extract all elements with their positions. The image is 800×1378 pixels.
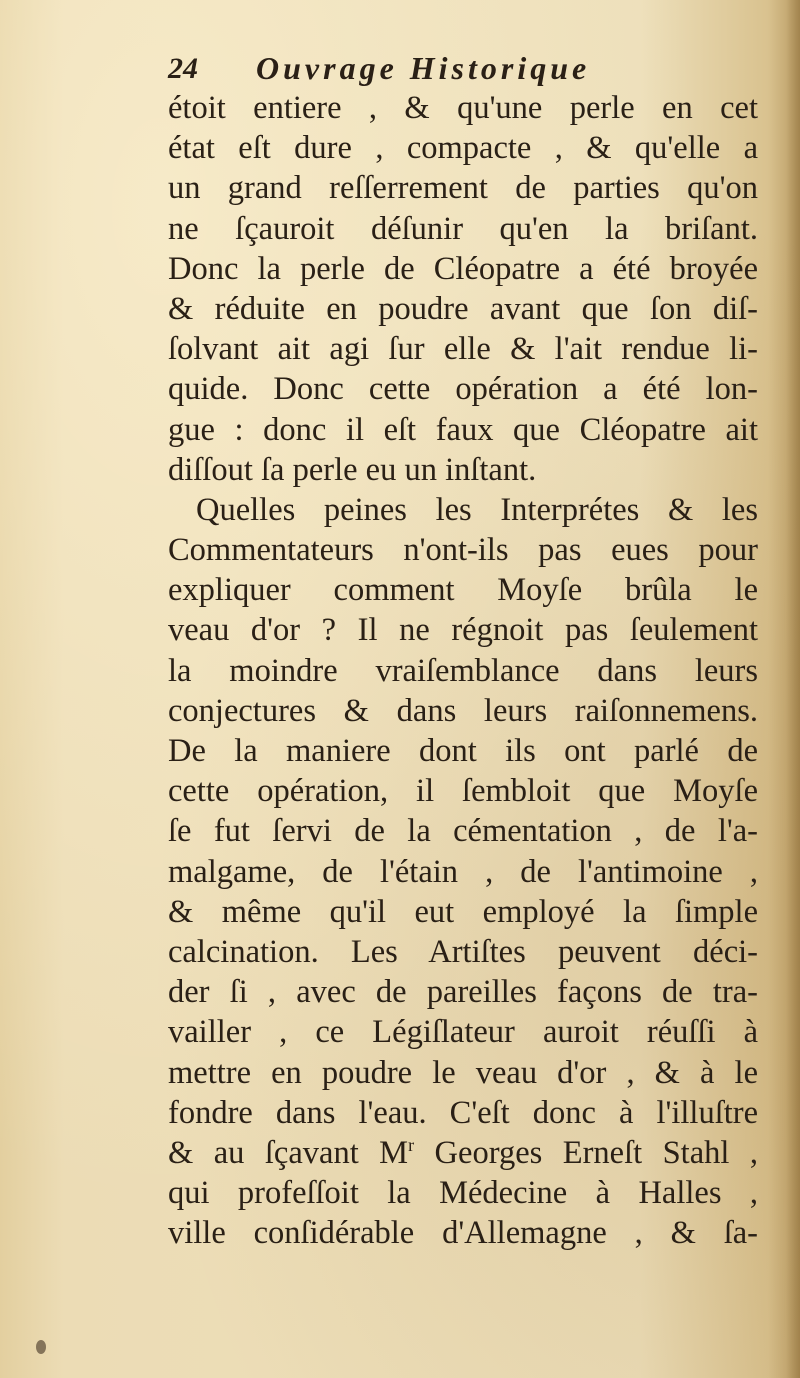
text-line [168,1133,758,1173]
text-line: ville conſidérable d'Allemagne , & ſa- [168,1215,758,1252]
running-title: Ouvrage Historique [256,50,591,86]
text-line: étoit entiere , & qu'une perle en cet [168,90,758,126]
paragraph-2 [168,490,758,1254]
text-line: malgame, de l'étain , de l'antimoine , [168,853,758,890]
text-line: veau d'or ? Il ne régnoit pas ſeulement [168,612,758,649]
text-fragment: Georges Erneſt Stahl , [414,1134,758,1171]
text-line: ſolvant ait agi ſur elle & l'ait rendue li- [168,331,758,368]
text-fragment: & au ſçavant M [168,1134,409,1171]
text-line: cette opération, il ſembloit que Moyſe [168,773,758,810]
text-line: vailler , ce Légiſlateur auroit réuſſi à [168,1014,758,1051]
text-line: Donc la perle de Cléopatre a été broyée [168,250,758,287]
body-text [168,88,758,1253]
text-line: gue : donc il eſt faux que Cléopatre ait [168,411,758,448]
ink-smudge [36,1340,46,1354]
text-line: quide. Donc cette opération a été lon- [168,371,758,408]
text-line: expliquer comment Moyſe brûla le [168,572,758,609]
page-edge-shadow [786,0,800,1378]
text-line: diſſout ſa perle eu un inſtant. [168,451,537,488]
text-line: Commentateurs n'ont-ils pas eues pour [168,532,758,569]
text-line: état eſt dure , compacte , & qu'elle a [168,130,758,167]
text-line: Quelles peines les Interprétes & les [196,491,758,528]
text-line: & réduite en poudre avant que ſon diſ- [168,290,758,327]
text-line: ſe fut ſervi de la cémentation , de l'a- [168,813,758,850]
text-line: De la maniere dont ils ont parlé de [168,733,758,769]
text-line: la moindre vraiſemblance dans leurs [168,652,758,689]
text-line: un grand reſſerrement de parties qu'on [168,170,758,207]
text-line: qui profeſſoit la Médecine à Halles , [168,1175,758,1212]
text-line: ne ſçauroit déſunir qu'en la briſant. [168,210,758,247]
text-line: der ſi , avec de pareilles façons de tra- [168,974,758,1011]
text-line: & même qu'il eut employé la ſimple [168,893,758,930]
text-line: mettre en poudre le veau d'or , & à le [168,1054,758,1091]
text-line: fondre dans l'eau. C'eſt donc à l'illuſtre [168,1094,758,1131]
paragraph-1 [168,88,758,490]
page-number: 24 [168,52,198,85]
text-line: calcination. Les Artiſtes peuvent déci- [168,933,758,970]
title-abbreviation: r [408,1135,415,1156]
text-line: conjectures & dans leurs raiſonnemens. [168,692,758,729]
